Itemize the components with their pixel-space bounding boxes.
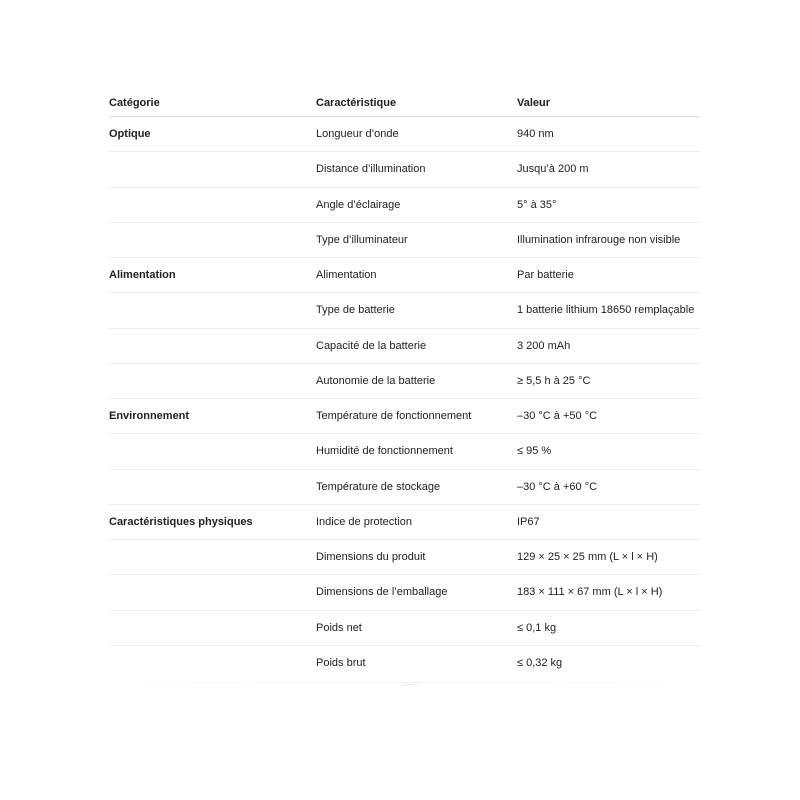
header-feature: Caractéristique [316,97,397,109]
row-feature: Poids net [316,621,362,634]
row-value: –30 °C à +60 °C [517,480,598,493]
table-row [109,540,700,575]
row-value: Jusqu’à 200 m [517,163,589,176]
row-value: 5° à 35° [517,198,557,211]
row-value: 183 × 111 × 67 mm (L × l × H) [517,586,663,599]
row-value: –30 °C à +50 °C [517,410,598,423]
table-row [109,434,700,469]
row-feature: Angle d’éclairage [316,198,401,211]
row-feature: Capacité de la batterie [316,339,427,352]
row-value: 129 × 25 × 25 mm (L × l × H) [517,551,658,564]
row-category: Optique [109,128,151,141]
table-row [109,188,700,223]
header-category: Catégorie [109,97,160,109]
row-value: IP67 [517,515,540,528]
table-row [109,293,700,328]
scroll-indicator [400,684,418,691]
row-feature: Distance d’illumination [316,163,426,176]
row-feature: Dimensions de l’emballage [316,586,448,599]
row-category: Environnement [109,410,190,423]
row-feature: Longueur d’onde [316,128,399,141]
table-row [109,258,700,293]
row-feature: Type de batterie [316,304,395,317]
table-row [109,646,700,681]
row-value: Par batterie [517,269,574,282]
table-row [109,223,700,258]
row-value: 940 nm [517,128,554,141]
table-bottom-fade [109,682,700,683]
row-feature: Humidité de fonctionnement [316,445,453,458]
row-feature: Alimentation [316,269,377,282]
row-value: ≤ 95 % [517,445,552,458]
row-value: 1 batterie lithium 18650 remplaçable [517,304,695,317]
table-row [109,152,700,187]
table-row [109,575,700,610]
table-row [109,364,700,399]
row-category: Caractéristiques physiques [109,515,253,528]
row-category: Alimentation [109,269,176,282]
row-value: 3 200 mAh [517,339,571,352]
row-feature: Autonomie de la batterie [316,374,436,387]
row-value: ≤ 0,1 kg [517,621,557,634]
header-value: Valeur [517,97,551,109]
row-feature: Température de stockage [316,480,441,493]
table-row [109,505,700,540]
row-value: ≥ 5,5 h à 25 °C [517,374,591,387]
row-feature: Poids brut [316,657,366,670]
row-value: Illumination infrarouge non visible [517,233,681,246]
row-feature: Dimensions du produit [316,551,426,564]
row-feature: Température de fonctionnement [316,410,472,423]
table-row [109,470,700,505]
row-feature: Indice de protection [316,515,413,528]
table-row [109,117,700,152]
row-value: ≤ 0,32 kg [517,657,563,670]
table-row [109,399,700,434]
table-row [109,329,700,364]
table-row [109,611,700,646]
row-feature: Type d’illuminateur [316,233,408,246]
table-header [109,90,700,117]
spec-table [109,90,700,681]
